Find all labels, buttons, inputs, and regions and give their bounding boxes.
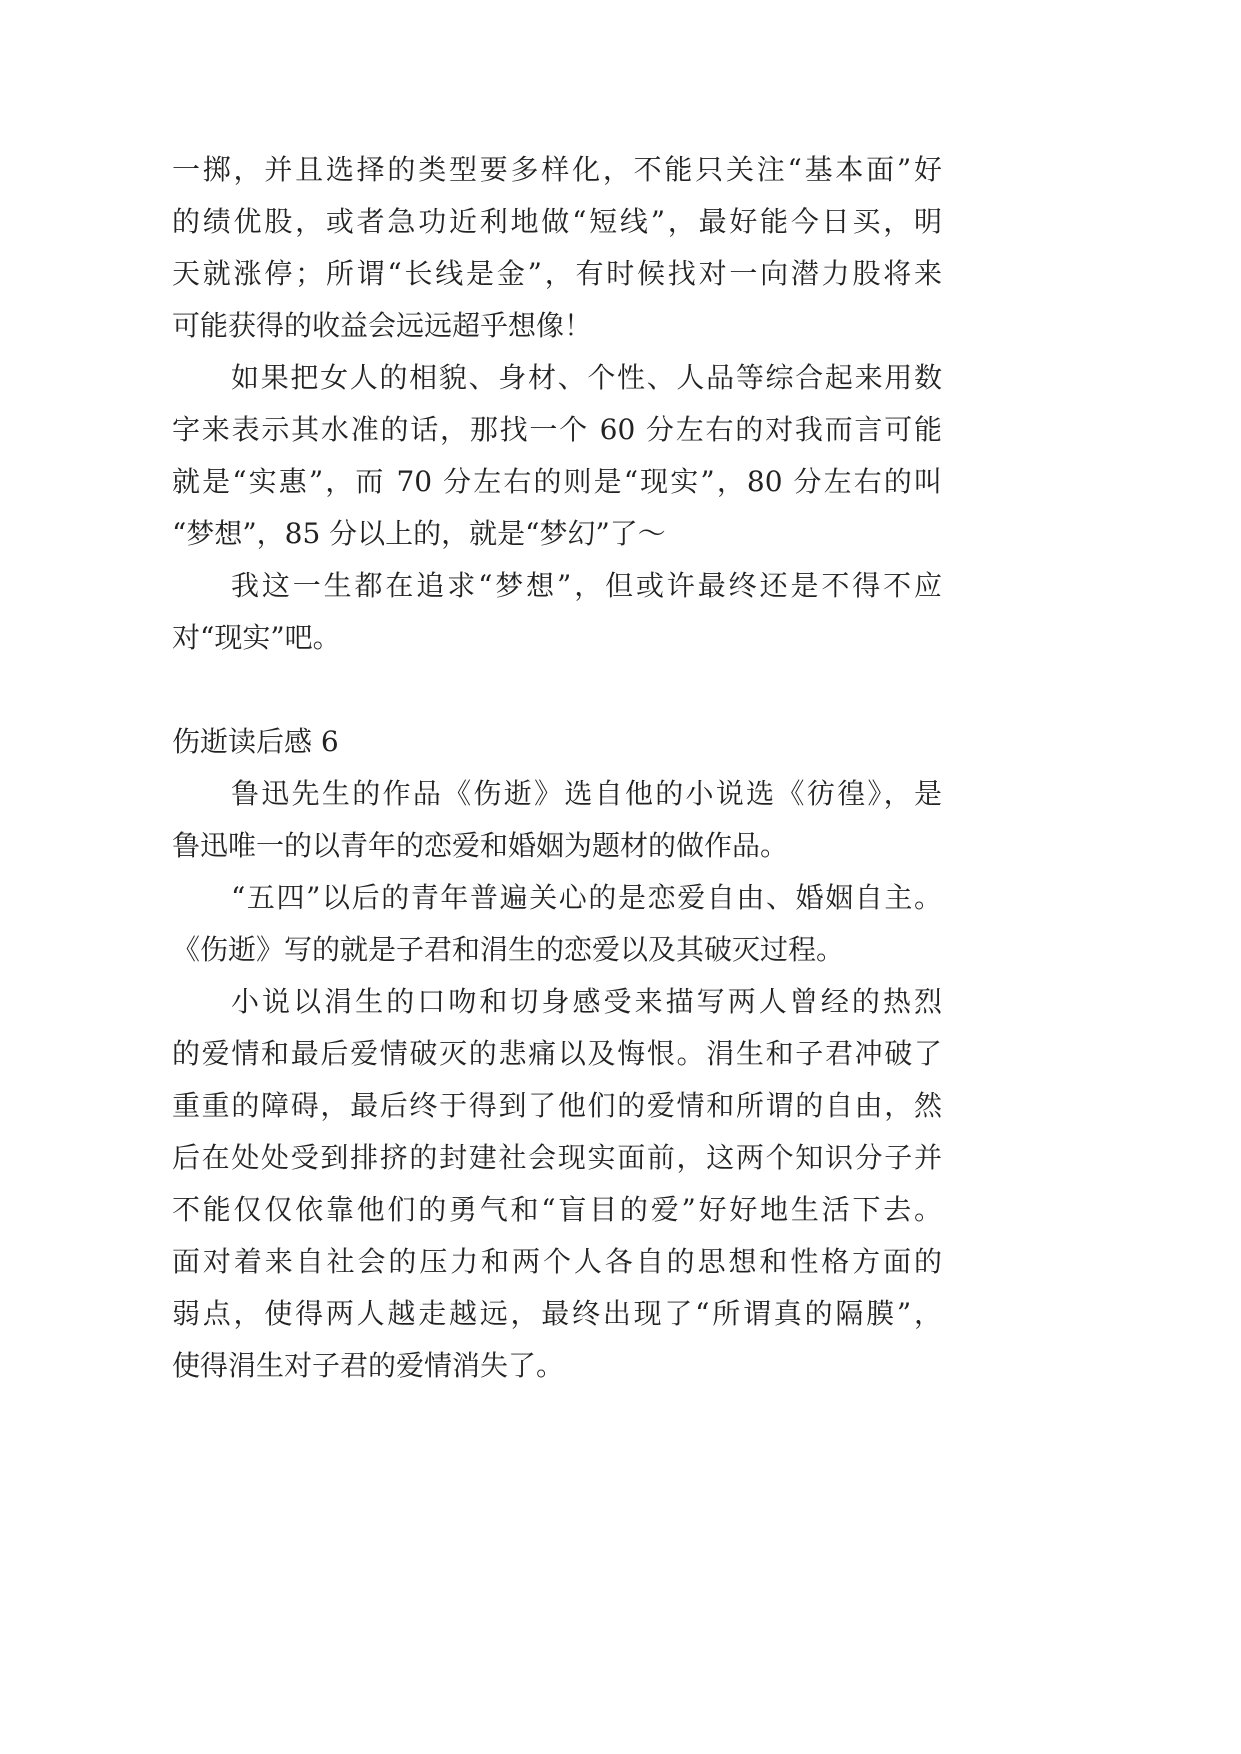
text-line: 的绩优股，或者急功近利地做“短线”，最好能今日买，明 <box>172 205 942 238</box>
text-line: 鲁迅唯一的以青年的恋爱和婚姻为题材的做作品。 <box>172 829 789 862</box>
text-line: 使得涓生对子君的爱情消失了。 <box>172 1349 565 1382</box>
text-line: 鲁迅先生的作品《伤逝》选自他的小说选《彷徨》，是 <box>231 777 942 810</box>
document-body <box>172 144 942 1392</box>
text-line: 就是“实惠”，而 70 分左右的则是“现实”，80 分左右的叫 <box>172 465 942 498</box>
text-line: 的爱情和最后爱情破灭的悲痛以及悔恨。涓生和子君冲破了 <box>172 1037 942 1070</box>
paragraph <box>172 560 942 664</box>
paragraph <box>172 872 942 976</box>
paragraph <box>172 144 942 352</box>
text-line: 《伤逝》写的就是子君和涓生的恋爱以及其破灭过程。 <box>172 933 845 966</box>
paragraph <box>172 768 942 872</box>
text-line: 对“现实”吧。 <box>172 621 341 654</box>
text-line: “梦想”，85 分以上的，就是“梦幻”了～ <box>172 517 666 550</box>
blank-line <box>172 664 942 716</box>
text-line: 一掷，并且选择的类型要多样化，不能只关注“基本面”好 <box>172 153 942 186</box>
text-line: 后在处处受到排挤的封建社会现实面前，这两个知识分子并 <box>172 1141 942 1174</box>
text-line: 小说以涓生的口吻和切身感受来描写两人曾经的热烈 <box>231 985 942 1018</box>
text-line: 面对着来自社会的压力和两个人各自的思想和性格方面的 <box>172 1245 942 1278</box>
text-line: 字来表示其水准的话，那找一个 60 分左右的对我而言可能 <box>172 413 942 446</box>
text-line: 弱点，使得两人越走越远，最终出现了“所谓真的隔膜”， <box>172 1297 942 1330</box>
paragraph <box>172 976 942 1392</box>
text-line: “五四”以后的青年普遍关心的是恋爱自由、婚姻自主。 <box>231 881 942 914</box>
text-line: 不能仅仅依靠他们的勇气和“盲目的爱”好好地生活下去。 <box>172 1193 942 1226</box>
text-line: 可能获得的收益会远远超乎想像！ <box>172 309 593 342</box>
text-line: 重重的障碍，最后终于得到了他们的爱情和所谓的自由，然 <box>172 1089 942 1122</box>
text-line: 天就涨停；所谓“长线是金”，有时候找对一向潜力股将来 <box>172 257 942 290</box>
text-line: 如果把女人的相貌、身材、个性、人品等综合起来用数 <box>231 361 942 394</box>
text-line: 我这一生都在追求“梦想”，但或许最终还是不得不应 <box>231 569 942 602</box>
section-title: 伤逝读后感 6 <box>172 725 339 758</box>
paragraph <box>172 352 942 560</box>
